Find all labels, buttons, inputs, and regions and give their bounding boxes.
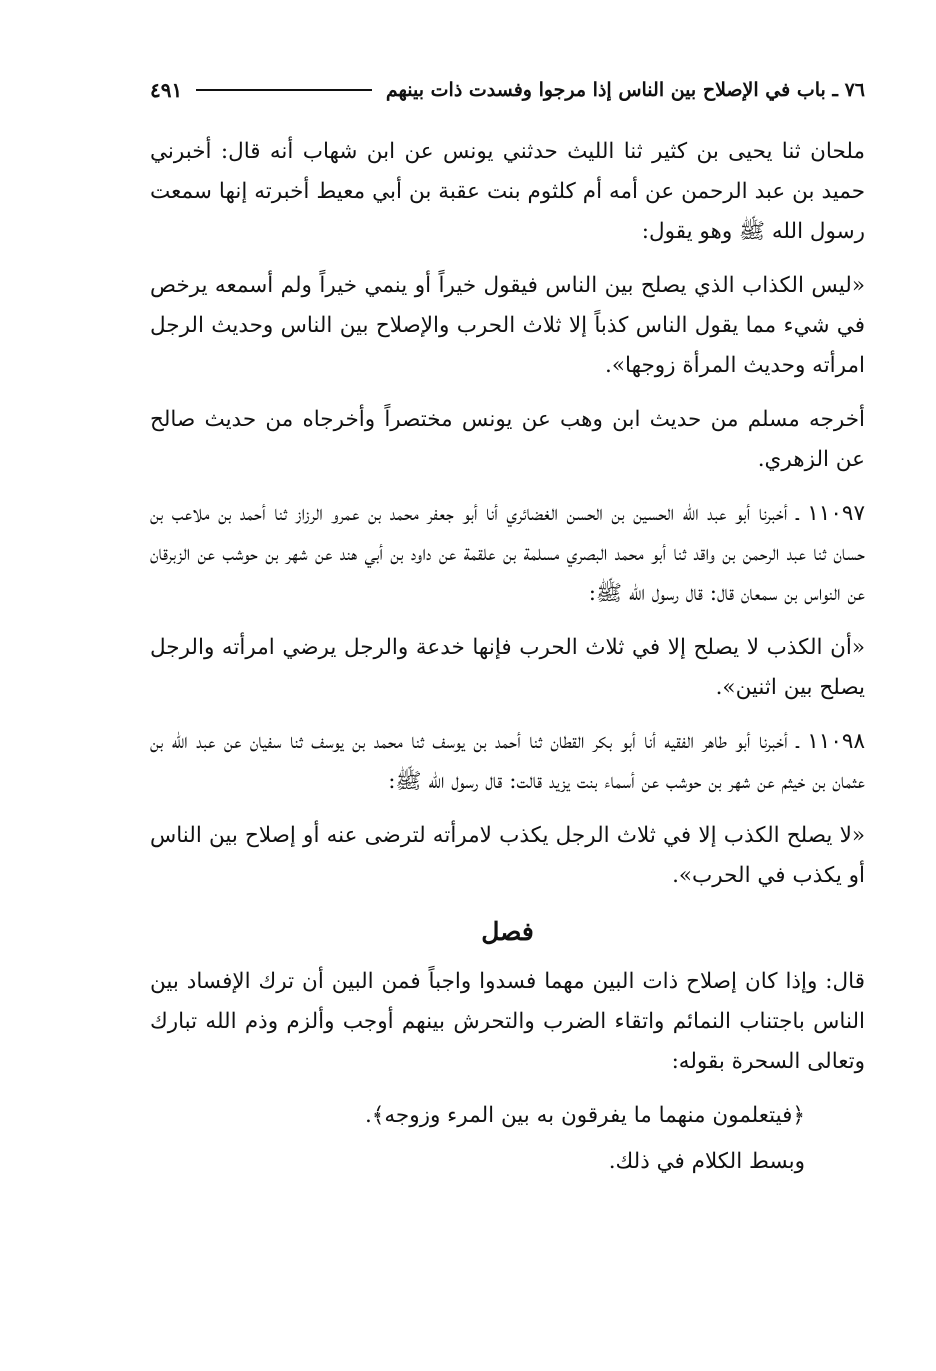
page-number: ٤٩١: [150, 78, 183, 102]
document-page: [150, 70, 865, 1182]
paragraph-hadith-11097: ١١٠٩٧ ـ أخبرنا أبو عبد الله الحسين بن الحسن الغضائري أنا أبو جعفر محمد بن عمرو الرزاز ثنا أحمد بن ملاعب بن حسان ثنا عبد الرحمن بن واقد ثنا أبو محمد البصري مسلمة بن علقمة عن داود بن أبي هند عن شهر بن حوشب عن الزبرقان عن النواس بن سمعان قال: قال رسول الله ﷺ:: [150, 501, 865, 606]
header-rule: [196, 89, 372, 91]
closing-line: وبسط الكلام في ذلك.: [608, 1149, 805, 1174]
paragraph-hadith-11098: ١١٠٩٨ ـ أخبرنا أبو طاهر الفقيه أنا أبو بكر القطان ثنا أحمد بن يوسف ثنا محمد بن يوسف ثنا سفيان عن عبد الله بن عثمان بن خيثم عن شهر بن حوشب عن أسماء بنت يزيد قالت: قال رسول الله ﷺ:: [150, 729, 865, 794]
paragraph-isnad-1: ملحان ثنا يحيى بن كثير ثنا الليث حدثني يونس عن ابن شهاب أنه قال: أخبرني حميد بن عبد الرحمن عن أمه أم كلثوم بنت عقبة بن أبي معيط أخبرته إنها سمعت رسول الله ﷺ وهو يقول:: [150, 139, 865, 244]
hadith-quote-3: «لا يصلح الكذب إلا في ثلاث الرجل يكذب لامرأته لترضى عنه أو إصلاح بين الناس أو يكذب في الحرب».: [150, 823, 865, 888]
quran-verse: ﴿فيتعلمون منهما ما يفرقون به بين المرء وزوجه﴾.: [364, 1103, 805, 1128]
hadith-quote-1: «ليس الكذاب الذي يصلح بين الناس فيقول خيراً أو ينمي خيراً ولم أسمعه يرخص في شيء مما يقول الناس كذباً إلا ثلاث الحرب والإصلاح بين الناس وحديث الرجل امرأته وحديث المرأة زوجها».: [150, 273, 865, 378]
chapter-title: ٧٦ ـ باب في الإصلاح بين الناس إذا مرجوا وفسدت ذات بينهم: [385, 79, 865, 101]
paragraph-fasl: قال: وإذا كان إصلاح ذات البين مهما فسدوا واجباً فمن البين أن ترك الإفساد بين الناس باجتناب النمائم واتقاء الضرب والتحرش بينهم أوجب وألزم وذم الله تبارك وتعالى السحرة بقوله:: [150, 969, 865, 1074]
running-header: [150, 70, 865, 110]
section-heading: فصل: [481, 917, 534, 946]
paragraph-takhrij: أخرجه مسلم من حديث ابن وهب عن يونس مختصراً وأخرجاه من حديث صالح عن الزهري.: [150, 407, 865, 472]
hadith-quote-2: «أن الكذب لا يصلح إلا في ثلاث الحرب فإنها خدعة والرجل يرضي امرأته والرجل يصلح بين اثنين».: [150, 635, 865, 700]
